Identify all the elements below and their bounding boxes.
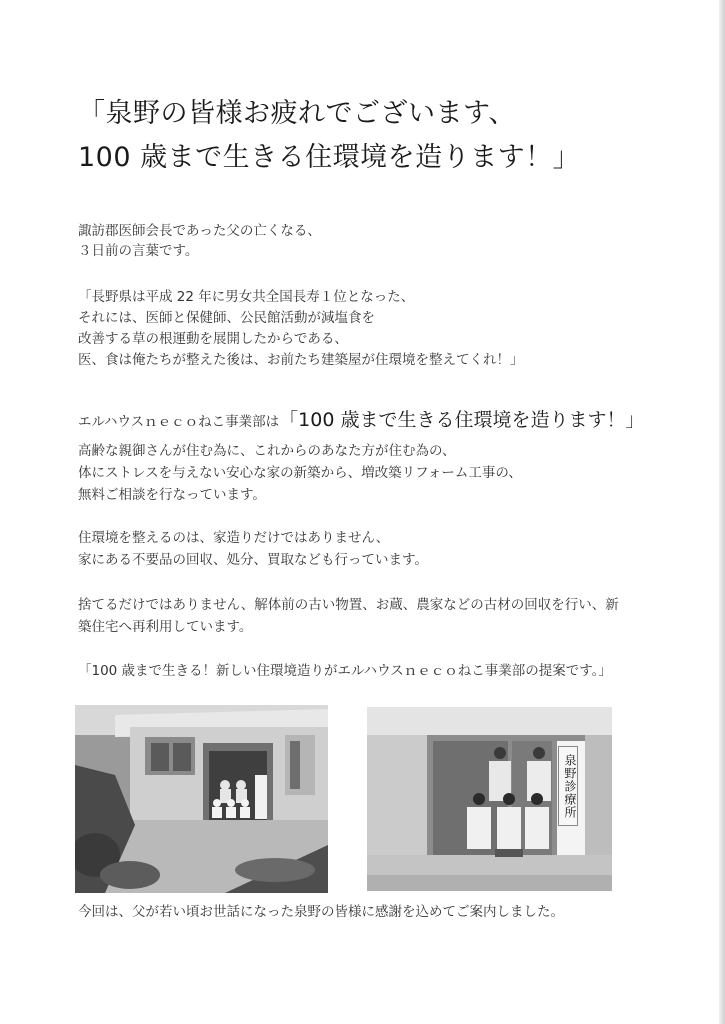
quote-line: 改善する草の根運動を展開したからである、	[78, 331, 348, 347]
service-paragraph	[78, 440, 522, 506]
closing-caption: 今回は、父が若い頃お世話になった泉野の皆様に感謝を込めてご案内しました。	[78, 904, 564, 920]
clinic-exterior-photo	[75, 705, 328, 893]
disposal-paragraph	[78, 527, 428, 571]
intro-paragraph	[78, 221, 321, 261]
section-heading-emphasis: 「100 歳まで生きる住環境を造ります！」	[279, 409, 645, 431]
father-quote	[78, 287, 524, 371]
paragraph-line: 体にストレスを与えない安心な家の新築から、増改築リフォーム工事の、	[78, 465, 522, 481]
paragraph-line: 高齢な親御さんが住む為に、これからのあなた方が住む為の、	[78, 443, 456, 459]
headline	[78, 92, 580, 180]
paragraph-line: 家にある不要品の回収、処分、買取なども行っています。	[78, 552, 428, 568]
reuse-paragraph	[78, 594, 619, 638]
paragraph-line: 無料ご相談を行なっています。	[78, 487, 266, 503]
paragraph-line: 捨てるだけではありません、解体前の古い物置、お蔵、農家などの古材の回収を行い、新	[78, 597, 619, 613]
intro-line: ３日前の言葉です。	[78, 243, 199, 259]
clinic-sign-text: 泉野診療所	[563, 753, 577, 819]
section-heading-prefix: エルハウスｎｅｃｏねこ事業部は	[78, 414, 280, 430]
paragraph-line: 住環境を整えるのは、家造りだけではありません、	[78, 530, 390, 546]
page-edge-shadow	[719, 0, 725, 1024]
clinic-sign	[558, 746, 578, 826]
section-heading	[78, 405, 644, 432]
paragraph-line: 「100 歳まで生きる！新しい住環境造りがエルハウスｎｅｃｏねこ事業部の提案です。」	[78, 663, 612, 679]
headline-line-1: 「泉野の皆様お疲れでございます、	[78, 98, 516, 129]
quote-line: 「長野県は平成 22 年に男女共全国長寿１位となった、	[78, 289, 415, 305]
quote-line: 医、食は俺たちが整えた後は、お前たち建築屋が住環境を整えてくれ！」	[78, 352, 524, 368]
paragraph-line: 築住宅へ再利用しています。	[78, 619, 253, 635]
proposal-paragraph	[78, 661, 612, 681]
quote-line: それには、医師と保健師、公民館活動が減塩食を	[78, 310, 375, 326]
intro-line: 諏訪郡医師会長であった父の亡くなる、	[78, 223, 321, 239]
headline-line-2: 100 歳まで生きる住環境を造ります！」	[78, 142, 581, 173]
